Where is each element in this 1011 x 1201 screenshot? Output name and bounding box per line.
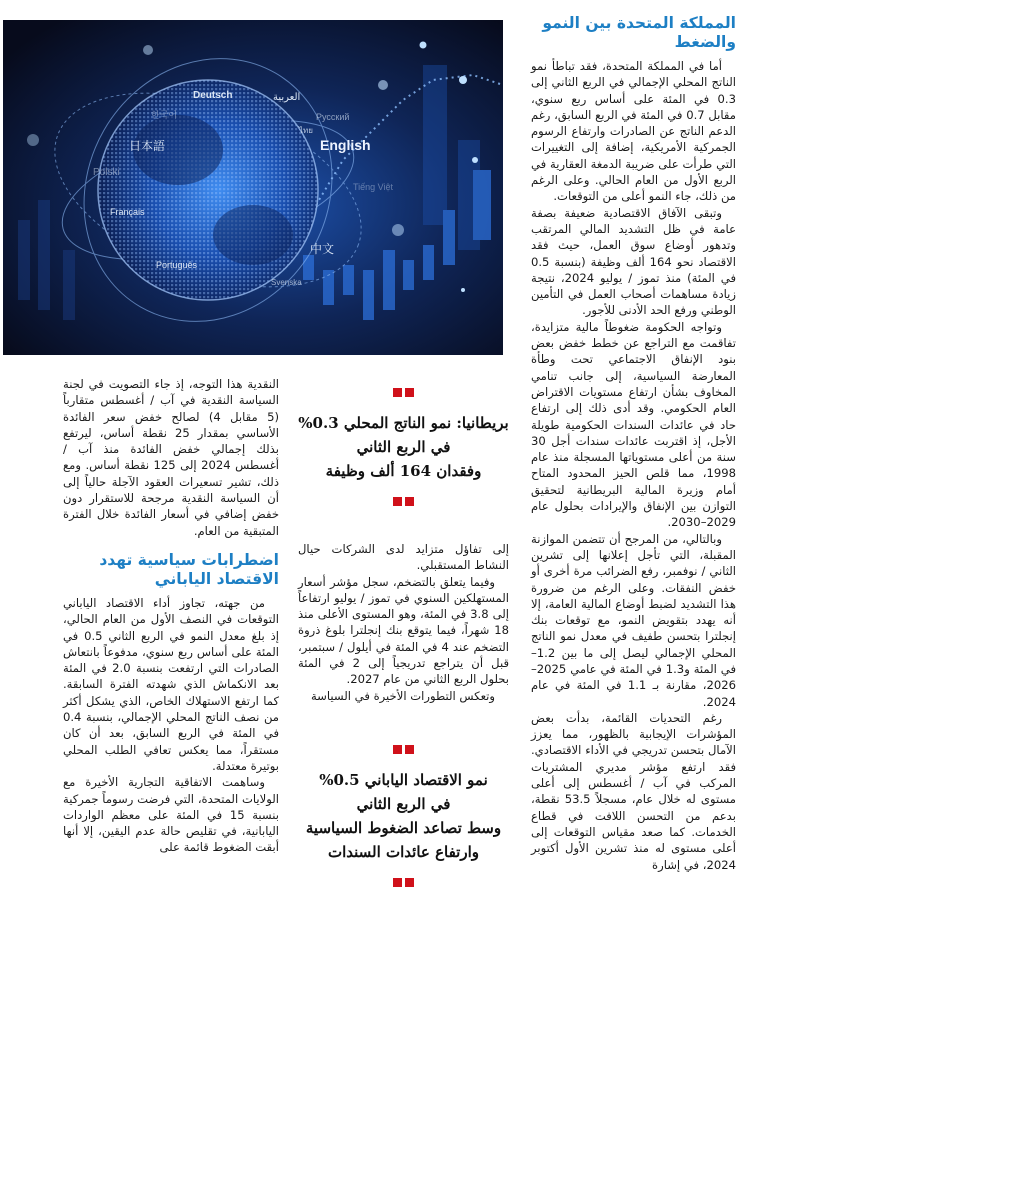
pull-quote-line: في الربع الثاني — [356, 795, 451, 813]
lang-label-russian: Русский — [316, 112, 350, 122]
lang-label-arabic: العربية — [273, 92, 301, 103]
paragraph: وتواجه الحكومة ضغوطاً مالية متزايدة، تفاقمت مع التراجع عن خطط خفض بعض بنود الإنفاق الاجتماعي تحت وطأة المعارضة السياسية، إلى جانب تنامي المخاوف بشأن ارتفاع مستويات الاقتراض العام الحكومي. وقد أدى ذلك إلى ارتفاع حاد في عائدات السندات الحكومية طويلة الأجل، إذ اقتربت عائدات سندات أجل 30 سنة من أعلى مستوياتها المسجلة منذ عام 1998، مما قلص الحيز المحدود المتاح أمام وزيرة المالية البريطانية لتحقيق التوازن بين الإنفاق والإيرادات بحلول عام 2029–2030. — [531, 319, 736, 530]
red-marker-icon — [298, 878, 509, 887]
paragraph: وبالتالي، من المرجح أن تتضمن الموازنة المقبلة، التي تأجل إعلانها إلى تشرين الثاني / نوفمبر، رفع الضرائب مرة أخرى أو خفض النفقات. وعلى الرغم من ضرورة هذا التشديد لضبط أوضاع المالية العامة، إلا أنه يهدد بتقويض النمو، مع توقعات بنك إنجلترا بتحسن طفيف في معدل نمو الناتج المحلي الإجمالي ليصل إلى ما بين 1.2– في المئة و1.3 في المئة في عامي 2025–2026، مقارنة بـ 1.1 في المئة في عام 2024. — [531, 531, 736, 709]
pull-quote-line: بريطانيا: نمو الناتج المحلي 0.3% — [298, 414, 509, 432]
paragraph: أما في المملكة المتحدة، فقد تباطأ نمو الناتج المحلي الإجمالي في الربع الثاني إلى 0.3 في المئة على أساس ربع سنوي، مقابل 0.7 في المئة في الربع السابق، رغم الدعم الناتج عن الصادرات وارتفاع الرسوم الجمركية الأمريكية، إضافة إلى التغييرات التي طرأت على ضريبة الدمغة العقارية في الربع الأول من العام الحالي. وعلى الرغم من ذلك، جاء النمو أعلى من التوقعات. — [531, 59, 736, 204]
lang-label-polish: Polski — [93, 167, 120, 178]
lang-label-english: English — [320, 137, 371, 153]
pull-quote-uk — [298, 388, 509, 506]
hero-image — [3, 20, 503, 355]
lang-label-swedish: Svenska — [271, 278, 302, 287]
paragraph: النقدية هذا التوجه، إذ جاء التصويت في لجنة السياسة النقدية في آب / أغسطس متقارباً (5 مقابل 4) لصالح خفض سعر الفائدة الأساسي بمقدار 25 نقطة أساس، ليرتفع بذلك إجمالي خفض الفائدة منذ آب / أغسطس 2024 إلى 125 نقطة أساس. ومع ذلك، تشير تسعيرات العقود الآجلة حالياً إلى أن السياسة النقدية مرجحة للاستقرار دون خفض إضافي في أسعار الفائدة خلال الفترة المتبقية من العام. — [63, 377, 279, 538]
pull-quote-line: وسط تصاعد الضغوط السياسية — [305, 819, 502, 837]
article-column-middle — [298, 541, 509, 704]
section-heading-uk: المملكة المتحدة بين النمو والضغط — [542, 14, 736, 51]
red-marker-icon — [298, 745, 509, 754]
pull-quote-line: وارتفاع عائدات السندات — [327, 843, 480, 861]
paragraph: من جهته، تجاوز أداء الاقتصاد الياباني التوقعات في النصف الأول من العام الحالي، إذ بلغ معدل النمو في الربع الثاني 0.5 في المئة على أساس ربع سنوي، مدفوعاً بانتعاش الصادرات التي ارتفعت بنسبة 2.0 في المئة بعد الانكماش الذي شهدته الفترة السابقة. كما ارتفع الاستهلاك الخاص، الذي يشكل أكثر من نصف الناتج المحلي الإجمالي، بنسبة 0.4 في المئة في الربع السابق، بعد أن كان مستقراً، مما يعكس تعافي الطلب المحلي بوتيرة معتدلة. — [63, 595, 279, 773]
pull-quote-line: في الربع الثاني — [356, 438, 451, 456]
paragraph: رغم التحديات القائمة، بدأت بعض المؤشرات الإيجابية بالظهور، مما يعزز الآمال بتحسن تدريجي في الأداء الاقتصادي. فقد ارتفع مؤشر مديري المشتريات المركب في آب / أغسطس إلى أعلى مستوى له خلال عام، مسجلاً 53.5 نقطة، بدعم من التحسن اللافت في قطاع الخدمات. كما صعد مقياس التوقعات إلى أعلى مستوى له منذ تشرين الأول أكتوبر 2024، في إشارة — [531, 710, 737, 872]
lang-label-portuguese: Português — [156, 260, 198, 270]
pull-quote-line: وفقدان 164 ألف وظيفة — [325, 462, 482, 480]
section-heading-japan: اضطرابات سياسية تهدد الاقتصاد الياباني — [99, 550, 279, 588]
lang-label-japanese: 日本語 — [129, 139, 166, 153]
lang-label-chinese: 中文 — [310, 242, 335, 256]
paragraph: وساهمت الاتفاقية التجارية الأخيرة مع الولايات المتحدة، التي فرضت رسوماً جمركية بنسبة 15 في المئة على معظم الواردات اليابانية، في تقليص حالة عدم اليقين، إلا أنها أبقت الضغوط قائمة على — [63, 775, 280, 855]
article-column-left — [63, 376, 279, 856]
lang-label-korean: 한국어 — [151, 110, 178, 120]
red-marker-icon — [298, 388, 509, 397]
lang-label-vietnamese: Tiếng Việt — [353, 182, 394, 192]
lang-label-deutsch: Deutsch — [193, 90, 233, 101]
pull-quote-line: نمو الاقتصاد الياباني 0.5% — [319, 771, 488, 789]
lang-label-french: Français — [110, 207, 145, 217]
hero-graphic — [3, 20, 503, 355]
pull-quote-japan — [298, 745, 509, 887]
paragraph: إلى تفاؤل متزايد لدى الشركات حيال النشاط المستقبلي. — [298, 542, 509, 573]
article-column-right — [531, 14, 736, 873]
lang-label-thai: ไทย — [299, 126, 313, 135]
paragraph: وتبقى الآفاق الاقتصادية ضعيفة بصفة عامة في ظل التشديد المالي المرتقب وتدهور أوضاع سوق العمل، حيث فقد الاقتصاد نحو 164 ألف وظيفة (بنسبة 0.5 في المئة) منذ تموز / يوليو 2024، نتيجة زيادة مساهمات أصحاب العمل في التأمين الوطني ورفع الحد الأدنى للأجور. — [531, 205, 736, 318]
red-marker-icon — [298, 497, 509, 506]
paragraph: وفيما يتعلق بالتضخم، سجل مؤشر أسعار المستهلكين السنوي في تموز / يوليو ارتفاعاً إلى 3.8 في المئة، وهو المستوى الأعلى منذ 18 شهراً، فيما يتوقع بنك إنجلترا بلوغ ذروة التضخم عند 4 في المئة في أيلول / سبتمبر، قبل أن يتراجع تدريجياً إلى 2 في المئة بحلول الربع الثاني من عام 2027. — [298, 574, 509, 687]
paragraph: وتعكس التطورات الأخيرة في السياسة — [310, 688, 495, 703]
